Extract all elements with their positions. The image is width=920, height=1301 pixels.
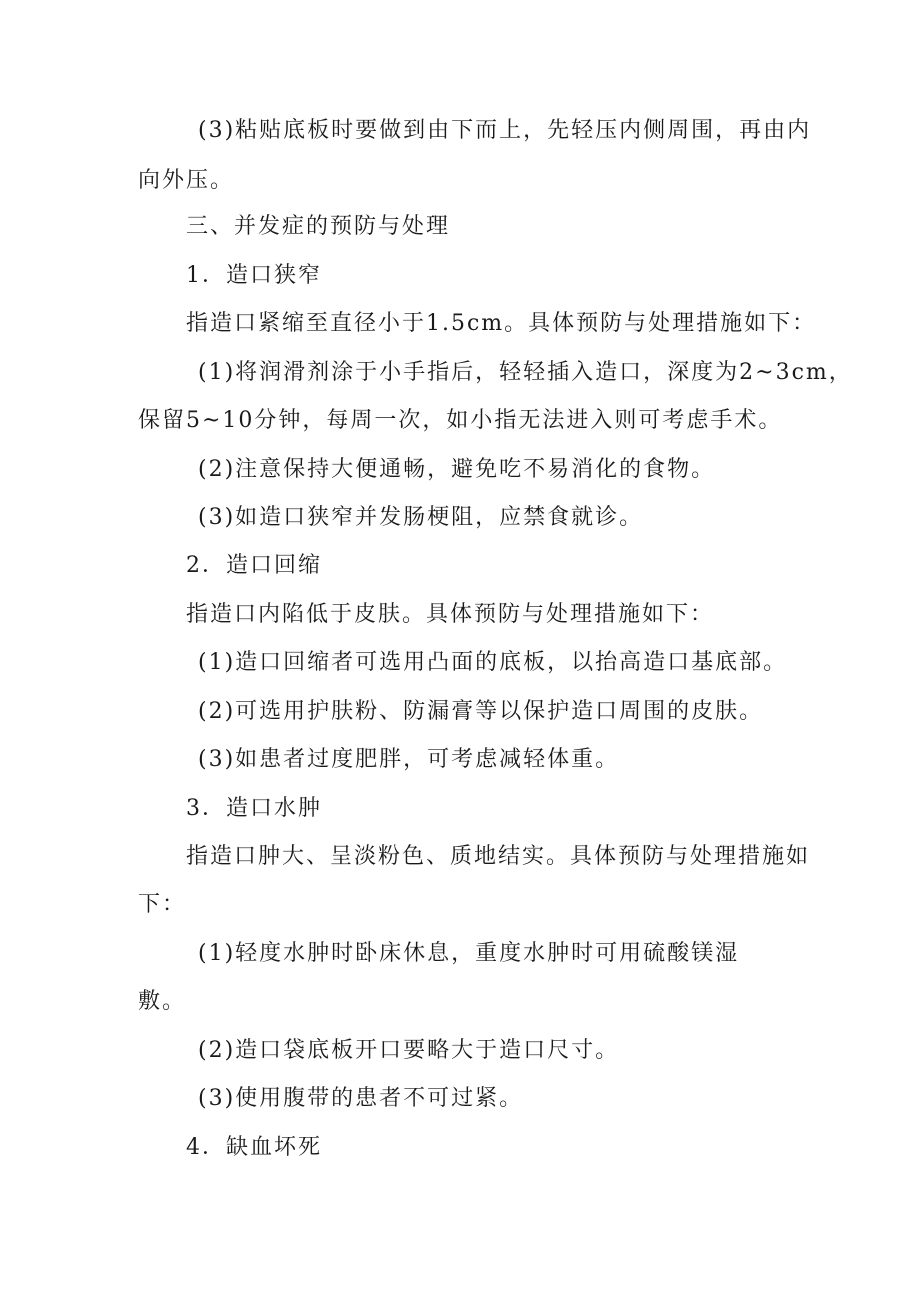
paragraph-line: 指造口肿大、呈淡粉色、质地结实。具体预防与处理措施如	[186, 844, 811, 869]
paragraph-line: 指造口内陷低于皮肤。具体预防与处理措施如下：	[186, 602, 715, 627]
list-item: (2)可选用护肤粉、防漏膏等以保护造口周围的皮肤。	[198, 699, 764, 724]
paragraph-line: 敷。	[138, 989, 187, 1014]
paragraph-line: 向外压。	[138, 168, 235, 193]
list-item: (3)使用腹带的患者不可过紧。	[198, 1086, 524, 1111]
paragraph-line: (3)粘贴底板时要做到由下而上，先轻压内侧周围，再由内	[198, 118, 812, 143]
list-item: (2)注意保持大便通畅，避免吃不易消化的食物。	[198, 457, 716, 482]
list-item: (1)将润滑剂涂于小手指后，轻轻插入造口，深度为2~3cm，	[198, 360, 853, 385]
list-item: (3)如造口狭窄并发肠梗阻，应禁食就诊。	[198, 505, 644, 530]
paragraph-line: 保留5~10分钟，每周一次，如小指无法进入则可考虑手术。	[138, 408, 783, 433]
paragraph-line: 指造口紧缩至直径小于1.5cm。具体预防与处理措施如下：	[186, 311, 817, 336]
list-item: (2)造口袋底板开口要略大于造口尺寸。	[198, 1038, 620, 1063]
subsection-heading: 1．造口狭窄	[186, 263, 322, 288]
section-heading: 三、并发症的预防与处理	[186, 214, 451, 239]
list-item: (1)造口回缩者可选用凸面的底板，以抬高造口基底部。	[198, 650, 788, 675]
paragraph-line: 下：	[138, 892, 187, 917]
subsection-heading: 2．造口回缩	[186, 553, 322, 578]
subsection-heading: 3．造口水肿	[186, 796, 322, 821]
list-item: (3)如患者过度肥胖，可考虑减轻体重。	[198, 747, 620, 772]
list-item: (1)轻度水肿时卧床休息，重度水肿时可用硫酸镁湿	[198, 941, 740, 966]
subsection-heading: 4．缺血坏死	[186, 1135, 322, 1160]
